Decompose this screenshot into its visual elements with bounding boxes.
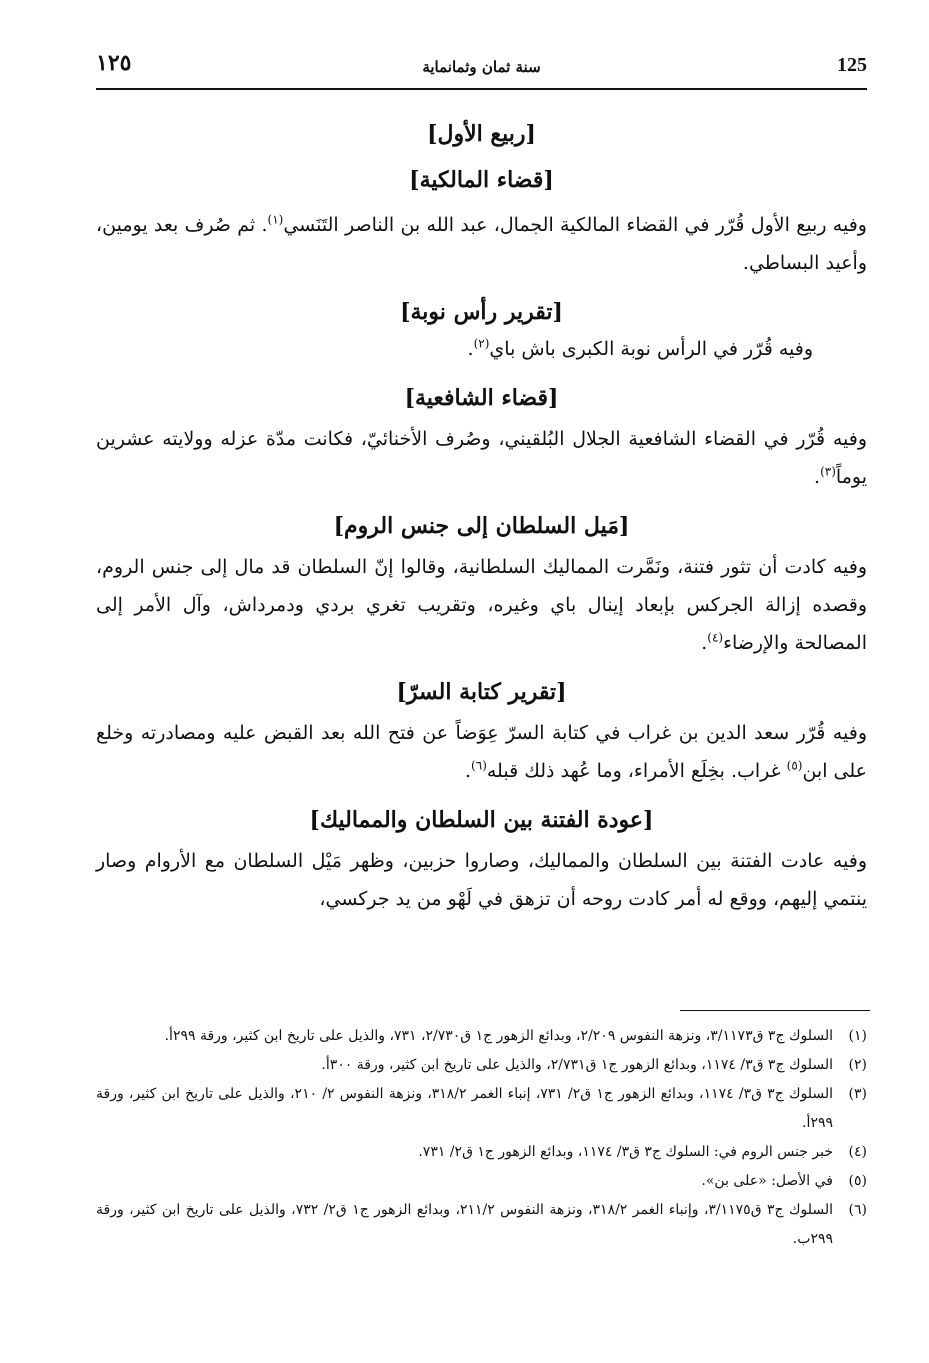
footnote-number: (٢) <box>848 1057 867 1073</box>
footnote-number: (١) <box>848 1028 867 1044</box>
paragraph <box>96 548 867 662</box>
paragraph-text: وفيه قُرّر في القضاء الشافعية الجلال البُلقيني، وصُرف الأخنائيّ، فكانت مدّة عزله وولايته عشرين يوماً <box>96 428 867 488</box>
footnote-text: السلوك ج٣ ق٣/١١٧٣، ونزهة النفوس ٢/٢٠٩، وبدائع الزهور ج١ ق٢/٧٣٠، ٧٣١، والذيل على تاريخ ابن كثير، ورقة ٢٩٩أ. <box>164 1028 833 1044</box>
footnote-ref[interactable]: (٢) <box>473 336 490 351</box>
paragraph-text: وفيه قُرّر سعد الدين بن غراب في كتابة السرّ عِوَضاً عن فتح الله بعد القبض عليه ومصادرته وخلع على ابن <box>96 722 867 782</box>
footnote-number: (٥) <box>848 1173 867 1189</box>
footnote-ref[interactable]: (٥) <box>786 758 803 773</box>
footnote-divider <box>680 1010 870 1011</box>
section-heading: [قضاء الشافعية] <box>404 385 559 411</box>
running-title: سنة ثمان وثمانماية <box>422 58 541 76</box>
footnote <box>96 1080 867 1138</box>
footnote-number: (٦) <box>848 1202 867 1218</box>
section-heading: [تقرير رأس نوبة] <box>400 299 563 325</box>
footnote-number: (٤) <box>848 1144 867 1160</box>
paragraph <box>96 420 867 496</box>
paragraph-text: وفيه ربيع الأول قُرّر في القضاء المالكية الجمال، عبد الله بن الناصر التَنَسي <box>283 214 867 236</box>
footnote-text: السلوك ج٣ ق٣/١١٧٥، وإنباء الغمر ٣١٨/٢، ونزهة النفوس ٢١١/٢، وبدائع الزهور ج١ ق٢/ ٧٣٢، والذيل على تاريخ ابن كثير، ورقة ٢٩٩ب. <box>96 1202 834 1247</box>
footnote-ref[interactable]: (١) <box>267 212 284 227</box>
footnote <box>96 1167 867 1196</box>
footnote-ref[interactable]: (٦) <box>471 758 487 773</box>
section-heading: [مَيل السلطان إلى جنس الروم] <box>333 513 630 539</box>
section-heading: [عودة الفتنة بين السلطان والمماليك] <box>309 807 654 833</box>
main-text <box>96 100 867 918</box>
paragraph-text: . <box>814 466 821 488</box>
footnote-text: في الأصل: «على بن». <box>701 1173 833 1189</box>
footnote-ref[interactable]: (٤) <box>707 630 724 645</box>
page-number-latin: 125 <box>837 54 867 76</box>
paragraph-text: . <box>701 632 708 654</box>
paragraph <box>96 206 867 282</box>
paragraph-text: وفيه كادت أن تثور فتنة، ونَمَّرت المماليك السلطانية، وقالوا إنّ السلطان قد مال إلى جنس الروم، وقصده إزالة الجركس بإبعاد إينال باي وغيره، وتقريب تغري بردي ودمرداش، وآل الأمر إلى المصالحة والإرضاء <box>96 556 867 654</box>
paragraph <box>96 842 867 918</box>
section-heading: [تقرير كتابة السرّ] <box>396 679 567 705</box>
section-heading: [ربيع الأول] <box>427 121 536 147</box>
section-heading: [قضاء المالكية] <box>409 167 554 193</box>
footnote-number: (٣) <box>848 1086 867 1102</box>
paragraph <box>96 714 867 790</box>
footnote <box>96 1051 867 1080</box>
paragraph-text: غراب. بخِلَع الأمراء، وما عُهد ذلك قبله <box>486 760 787 782</box>
footnote <box>96 1196 867 1254</box>
paragraph <box>96 330 867 368</box>
footnote-text: خبر جنس الروم في: السلوك ج٣ ق٣/ ١١٧٤، وبدائع الزهور ج١ ق٢/ ٧٣١. <box>418 1144 833 1160</box>
paragraph-text: وفيه قُرّر في الرأس نوبة الكبرى باش باي <box>489 338 813 360</box>
footnote-text: السلوك ج٣ ق٣/ ١١٧٤، وبدائع الزهور ج١ ق٢/ ٧٣١، إنباء الغمر ٣١٨/٢، ونزهة النفوس ٢/ ٢١٠، والذيل على تاريخ ابن كثير، ورقة ٢٩٩أ. <box>96 1086 833 1131</box>
footnote <box>96 1022 867 1051</box>
footnote-ref[interactable]: (٣) <box>820 464 836 479</box>
footnotes <box>96 1022 867 1254</box>
paragraph-text: . ثم صُرف بعد يومين، وأعيد البساطي. <box>96 214 867 274</box>
page-header <box>96 44 867 90</box>
page-number-arabic: ١٢٥ <box>96 50 132 76</box>
paragraph-text: . <box>467 338 474 360</box>
footnote-text: السلوك ج٣ ق٣/ ١١٧٤، وبدائع الزهور ج١ ق٢/٧٣١، والذيل على تاريخ ابن كثير، ورقة ٣٠٠أ. <box>321 1057 833 1073</box>
paragraph-text: وفيه عادت الفتنة بين السلطان والمماليك، وصاروا حزبين، وظهر مَيْل السلطان مع الأروام وصار ينتمي إليهم، ووقع له أمر كادت روحه أن تزهق في لَهْو من يد جركسي، <box>96 850 867 910</box>
footnote <box>96 1138 867 1167</box>
paragraph-text: . <box>465 760 472 782</box>
